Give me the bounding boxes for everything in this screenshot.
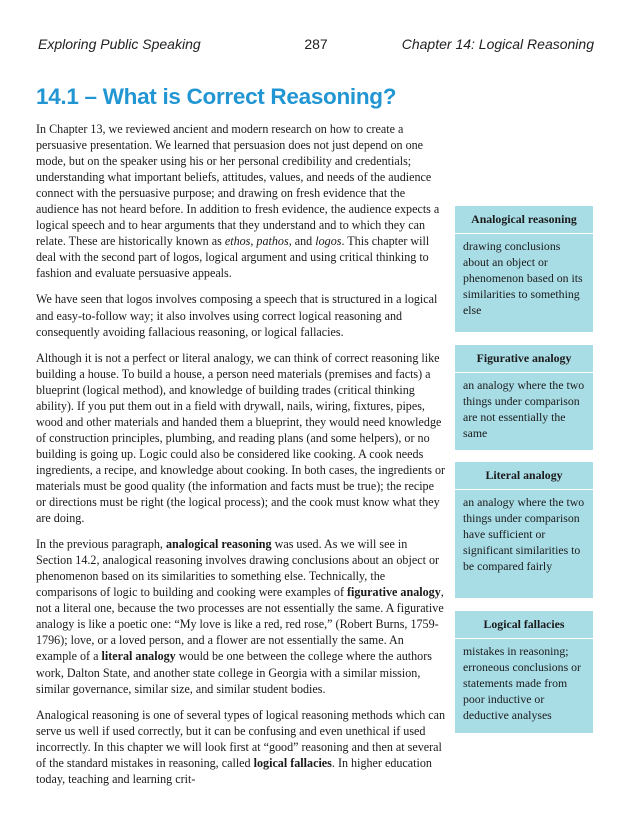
page-number: 287	[304, 36, 328, 52]
key-term-literal-analogy: literal analogy	[101, 649, 176, 664]
term-ethos: ethos	[224, 234, 251, 249]
glossary-box-logical-fallacies	[455, 611, 593, 733]
paragraph-4: In the previous paragraph, analogical reasoning was used. As we will see in Section 14.2, analogical reasoning involves drawing conclusions about an object or phenomenon based on its similarities to something else. Technically, the comparisons of logic to building and cooking were examples of figurative analogy, not a literal one, because the two processes are not essentially the same. A figurative analogy is like a poetic one: “My love is like a red, red rose,” (Robert Burns, 1759-1796); love, or a loved person, and a flower are not essentially the same. An example of a literal analogy would be one between the college where the authors work, Dalton State, and another state college in Georgia with a similar mission, similar governance, similar size, and similar student bodies.	[36, 537, 444, 696]
running-header	[38, 36, 594, 56]
key-term-analogical-reasoning: analogical reasoning	[165, 537, 272, 552]
term-logos: logos	[315, 234, 342, 249]
book-title: Exploring Public Speaking	[38, 36, 201, 52]
paragraph-2: We have seen that logos involves composing a speech that is structured in a logical and easy-to-follow way; it also involves using correct logical reasoning and consequently avoiding fallacious reasoning, or logical fallacies.	[36, 292, 438, 339]
term-pathos: pathos	[256, 234, 289, 249]
glossary-box-literal-analogy	[455, 462, 593, 598]
glossary-term: Logical fallacies	[455, 617, 593, 639]
glossary-term: Literal analogy	[455, 468, 593, 490]
section-title: 14.1 – What is Correct Reasoning?	[36, 84, 397, 109]
main-text	[36, 121, 446, 797]
glossary-term: Analogical reasoning	[455, 212, 593, 234]
glossary-definition: drawing conclusions about an object or phenomenon based on its similarities to something else	[463, 238, 583, 317]
glossary-box-figurative-analogy	[455, 345, 593, 450]
glossary-definition: an analogy where the two things under comparison are not essentially the same	[463, 377, 585, 440]
glossary-definition: an analogy where the two things under comparison have sufficient or significant similarities to be compared fairly	[463, 494, 585, 573]
chapter-title: Chapter 14: Logical Reasoning	[401, 36, 594, 52]
glossary-definition: mistakes in reasoning; erroneous conclusions or statements made from poor inductive or deductive analyses	[463, 643, 581, 722]
paragraph-5: Analogical reasoning is one of several types of logical reasoning methods which can serve us well if used correctly, but it can be confusing and even unethical if used incorrectly. In this chapter we will look first at “good” reasoning and then at several of the standard mistakes in reasoning, called logical fallacies. In higher education today, teaching and learning crit-	[36, 707, 446, 786]
key-term-figurative-analogy: figurative analogy	[347, 585, 441, 600]
paragraph-1: In Chapter 13, we reviewed ancient and modern research on how to create a persuasive presentation. We learned that persuasion does not just depend on one mode, but on the speaker using his or her personal credibility and credentials; understanding what important beliefs, attitudes, values, and needs of the audience connect with the persuasive purpose; and drawing on fresh evidence that the audience has not heard before. In addition to fresh evidence, the audience expects a logical speech and to hear arguments that they understand and to which they can relate. These are historically known as ethos, pathos, and logos. This chapter will deal with the second part of logos, logical argument and using critical thinking to fashion and evaluate persuasive appeals.	[36, 122, 440, 281]
key-term-logical-fallacies: logical fallacies	[253, 755, 332, 770]
glossary-box-analogical-reasoning	[455, 206, 593, 332]
glossary-term: Figurative analogy	[455, 351, 593, 373]
paragraph-3: Although it is not a perfect or literal analogy, we can think of correct reasoning like building a house. To build a house, a person need materials (premises and facts) a blueprint (logical method), and knowledge of building trades (critical thinking ability). If you put them out in a field with drywall, nails, wiring, fixtures, pipes, wood and other materials and handed them a blueprint, they would need knowledge of construction principles, plumbing, and reading plans (and some helpers), or no building is going up. Logic could also be considered like cooking. A cook needs ingredients, a recipe, and knowledge about cooking. In both cases, the ingredients or materials must be good quality (the information and facts must be true); the recipe or directions must be right (the logical process); and the cook must know what they are doing.	[36, 350, 446, 526]
